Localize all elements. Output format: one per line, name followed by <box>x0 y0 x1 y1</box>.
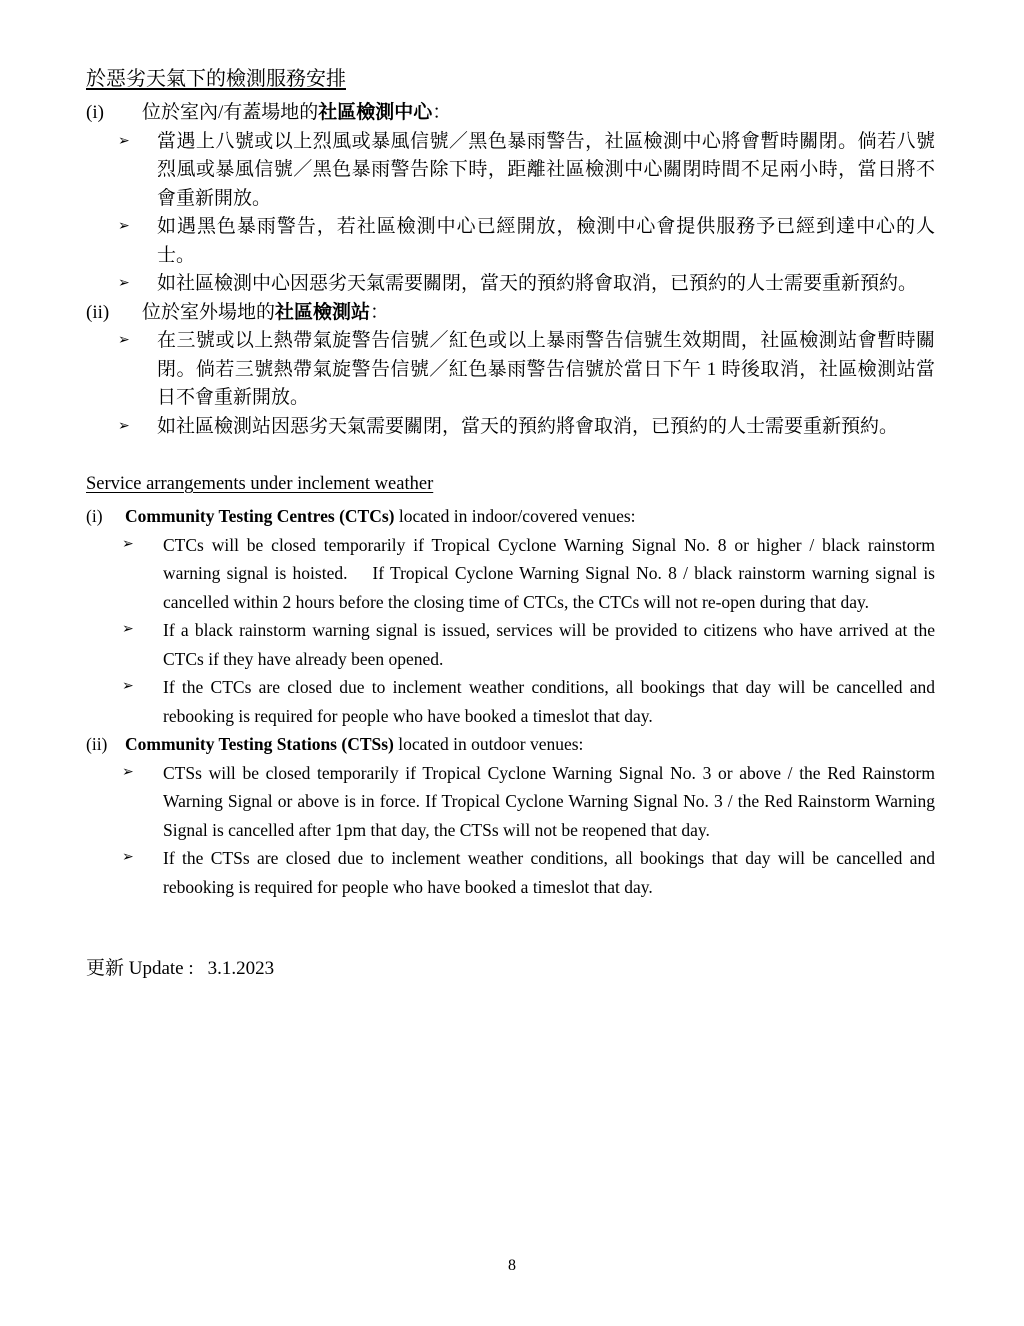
chinese-heading-text: 於惡劣天氣下的檢測服務安排 <box>86 68 346 90</box>
bullet-text: If the CTCs are closed due to inclement weather conditions, all bookings that day will be cancelled and rebooking is required for people who have booked a timeslot that day. <box>163 677 935 726</box>
cn-list-item-ii <box>86 299 935 328</box>
en-list-item-i <box>86 502 935 531</box>
intro-bold: 社區檢測站 <box>275 301 371 323</box>
bullet-item <box>86 844 935 901</box>
update-label: 更新 Update : <box>86 958 194 979</box>
page-number: 8 <box>508 1257 516 1274</box>
intro-bold: 社區檢測中心 <box>318 102 433 123</box>
bullet-text: 當遇上八號或以上烈風或暴風信號／黑色暴雨警告，社區檢測中心將會暫時關閉。倘若八號烈風或暴風信號／黑色暴雨警告除下時，距離社區檢測中心關閉時間不足兩小時，當日將不會重新開放。 <box>157 130 935 209</box>
cn-list-item-i <box>86 99 935 128</box>
arrow-bullet-icon: ➢ <box>122 850 134 865</box>
bullet-item <box>86 673 935 730</box>
arrow-bullet-icon: ➢ <box>118 133 130 149</box>
arrow-bullet-icon: ➢ <box>118 276 130 291</box>
arrow-bullet-icon: ➢ <box>118 333 130 348</box>
english-heading-text: Service arrangements under inclement weather <box>86 474 434 494</box>
bullet-text: 如遇黑色暴雨警告，若社區檢測中心已經開放，檢測中心會提供服務予已經到達中心的人士。 <box>157 216 935 266</box>
intro-bold: Community Testing Centres (CTCs) <box>125 506 395 526</box>
intro-bold: Community Testing Stations (CTSs) <box>125 734 394 754</box>
intro-suffix: ： <box>370 301 390 323</box>
bullet-item <box>86 616 935 673</box>
arrow-bullet-icon: ➢ <box>122 764 134 780</box>
bullet-text: 如社區檢測中心因惡劣天氣需要關閉，當天的預約將會取消，已預約的人士需要重新預約。 <box>157 273 918 294</box>
list-item-intro <box>142 299 935 328</box>
bullet-item <box>86 759 935 845</box>
bullet-text: If the CTSs are closed due to inclement weather conditions, all bookings that day will be cancelled and rebooking is required for people who have booked a timeslot that day. <box>163 848 935 897</box>
list-item-intro <box>125 502 935 531</box>
en-list-item-ii <box>86 730 935 759</box>
intro-rest: located in indoor/covered venues: <box>394 506 636 526</box>
arrow-bullet-icon: ➢ <box>122 536 134 552</box>
bullet-text: If a black rainstorm warning signal is issued, services will be provided to citizens who have arrived at the CTCs if they have already been opened. <box>163 620 935 669</box>
english-section-heading <box>86 471 935 497</box>
page-content <box>86 66 935 983</box>
list-item-label: (ii) <box>86 301 110 323</box>
bullet-text: CTSs will be closed temporarily if Tropical Cyclone Warning Signal No. 3 or above / the Red Rainstorm Warning Signal or above is in force. If Tropical Cyclone Warning Signal No. 3 / the Red Rainstorm Warning Signal is cancelled after 1pm that day, the CTSs will not be reopened that day. <box>163 762 935 840</box>
list-item-intro <box>142 99 935 128</box>
bullet-text: CTCs will be closed temporarily if Tropical Cyclone Warning Signal No. 8 or higher / black rainstorm warning signal is hoisted. If Tropical Cyclone Warning Signal No. 8 / black rainstorm warning signal is cancelled within 2 hours before the closing time of CTCs, the CTCs will not re-open during that day. <box>163 534 935 612</box>
bullet-item <box>86 413 935 442</box>
bullet-item <box>86 327 935 413</box>
update-line <box>86 955 935 983</box>
intro-prefix: 位於室內/有蓋場地的 <box>142 102 319 123</box>
intro-prefix: 位於室外場地的 <box>142 301 276 323</box>
bullet-text: 如社區檢測站因惡劣天氣需要關閉，當天的預約將會取消，已預約的人士需要重新預約。 <box>157 415 899 437</box>
bullet-item <box>86 270 935 299</box>
arrow-bullet-icon: ➢ <box>118 219 130 234</box>
bullet-item <box>86 128 935 214</box>
list-item-intro <box>125 730 935 759</box>
update-date: 3.1.2023 <box>207 958 275 979</box>
bullet-item <box>86 213 935 270</box>
arrow-bullet-icon: ➢ <box>122 679 134 694</box>
bullet-item <box>86 531 935 617</box>
arrow-bullet-icon: ➢ <box>118 418 130 434</box>
intro-rest: located in outdoor venues: <box>393 734 584 754</box>
list-item-label: (ii) <box>86 734 108 754</box>
bullet-text: 在三號或以上熱帶氣旋警告信號／紅色或以上暴雨警告信號生效期間，社區檢測站會暫時關閉。倘若三號熱帶氣旋警告信號／紅色暴雨警告信號於當日下午 1 時後取消，社區檢測站當日不會重新開放。 <box>157 330 935 408</box>
list-item-label: (i) <box>86 102 104 123</box>
intro-suffix: ： <box>432 102 452 123</box>
arrow-bullet-icon: ➢ <box>122 622 134 637</box>
list-item-label: (i) <box>86 506 103 526</box>
chinese-section-heading <box>86 66 935 92</box>
